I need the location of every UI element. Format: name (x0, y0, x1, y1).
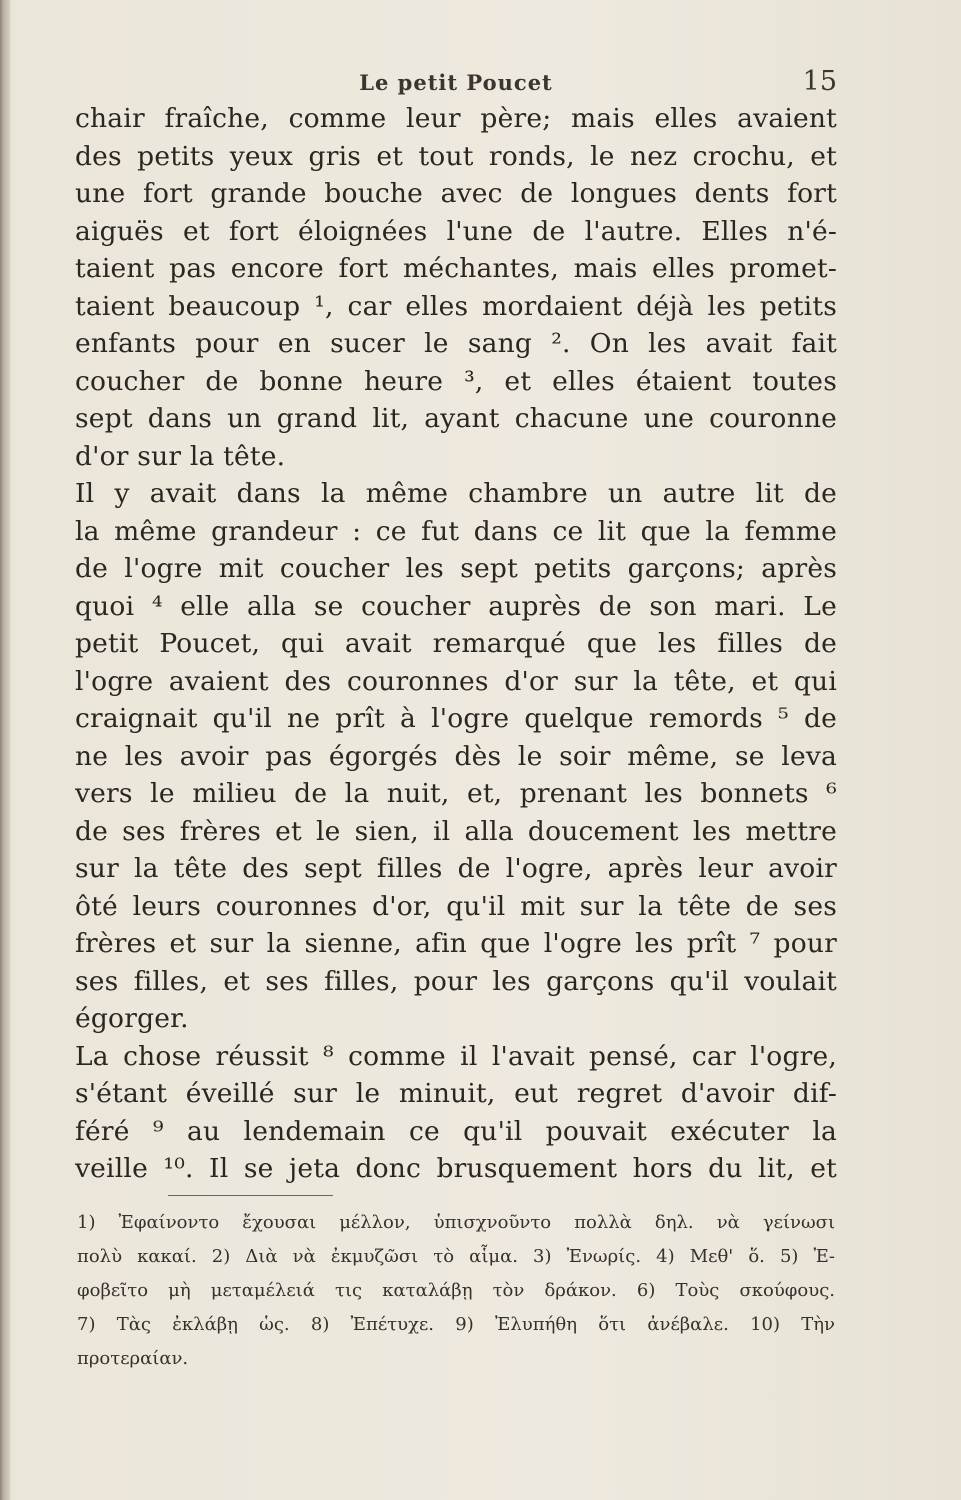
text-line: ses filles, et ses filles, pour les garçons qu'il voulait (75, 965, 837, 997)
text-line: La chose réussit ⁸ comme il l'avait pensé, car l'ogre, (75, 1040, 837, 1072)
page-binding-edge (0, 0, 10, 1500)
text-line: chair fraîche, comme leur père; mais elles avaient (75, 103, 837, 134)
text-line: de ses frères et le sien, il alla doucement les mettre (75, 815, 837, 847)
text-line: ne les avoir pas égorgés dès le soir même, se leva (75, 740, 837, 772)
text-line: petit Poucet, qui avait remarqué que les filles de (75, 628, 837, 659)
footnotes (77, 1206, 835, 1376)
text-line: la même grandeur : ce fut dans ce lit que la femme (75, 515, 837, 547)
text-line: coucher de bonne heure ³, et elles étaient toutes (75, 365, 837, 397)
page-number: 15 (802, 66, 837, 97)
text-line: vers le milieu de la nuit, et, prenant les bonnets ⁶ (75, 778, 837, 809)
text-line: sept dans un grand lit, ayant chacune une couronne (75, 403, 837, 434)
text-line: une fort grande bouche avec de longues dents fort (75, 178, 837, 209)
text-line: taient beaucoup ¹, car elles mordaient déjà les petits (75, 290, 837, 322)
footnote-line: 1) Ἐφαίνοντο ἔχουσαι μέλλον, ὑπισχνοῦντο πολλὰ δηλ. νὰ γείνωσι (77, 1212, 835, 1233)
text-line: veille ¹⁰. Il se jeta donc brusquement hors du lit, et (75, 1153, 837, 1184)
body-text (75, 100, 837, 1188)
text-line: taient pas encore fort méchantes, mais elles promet- (75, 253, 837, 284)
text-line-paragraph-end: d'or sur la tête. (75, 440, 286, 472)
text-line: aiguës et fort éloignées l'une de l'autre. Elles n'é- (75, 215, 837, 247)
text-line: féré ⁹ au lendemain ce qu'il pouvait exécuter la (75, 1115, 837, 1147)
text-line-paragraph-end: égorger. (75, 1003, 189, 1034)
page-header (75, 66, 837, 100)
text-line: frères et sur la sienne, afin que l'ogre les prît ⁷ pour (75, 928, 837, 959)
text-line: des petits yeux gris et tout ronds, le nez crochu, et (75, 140, 837, 172)
text-line: sur la tête des sept filles de l'ogre, après leur avoir (75, 853, 837, 884)
footnote-line: προτεραίαν. (77, 1348, 189, 1369)
text-line: ôté leurs couronnes d'or, qu'il mit sur la tête de ses (75, 890, 837, 922)
text-line: quoi ⁴ elle alla se coucher auprès de son mari. Le (75, 590, 837, 622)
text-line: Il y avait dans la même chambre un autre lit de (75, 478, 837, 509)
text-line: s'étant éveillé sur le minuit, eut regret d'avoir dif- (75, 1078, 837, 1109)
footnote-line: πολὺ κακαί. 2) Διὰ νὰ ἐκμυζῶσι τὸ αἷμα. 3) Ἐνωρίς. 4) Μεθ' ὅ. 5) Ἐ- (77, 1246, 835, 1267)
running-title: Le petit Poucet (359, 70, 553, 95)
footnote-line: φοβεῖτο μὴ μεταμέλειά τις καταλάβῃ τὸν δράκον. 6) Τοὺς σκούφους. (77, 1280, 835, 1301)
text-line: craignait qu'il ne prît à l'ogre quelque remords ⁵ de (75, 703, 837, 734)
footnote-line: 7) Τὰς ἐκλάβῃ ὡς. 8) Ἐπέτυχε. 9) Ἐλυπήθη ὅτι ἀνέβαλε. 10) Τὴν (77, 1314, 835, 1335)
footnote-divider (168, 1195, 333, 1196)
text-line: l'ogre avaient des couronnes d'or sur la tête, et qui (75, 665, 837, 697)
text-line: enfants pour en sucer le sang ². On les avait fait (75, 328, 837, 359)
text-line: de l'ogre mit coucher les sept petits garçons; après (75, 553, 837, 584)
